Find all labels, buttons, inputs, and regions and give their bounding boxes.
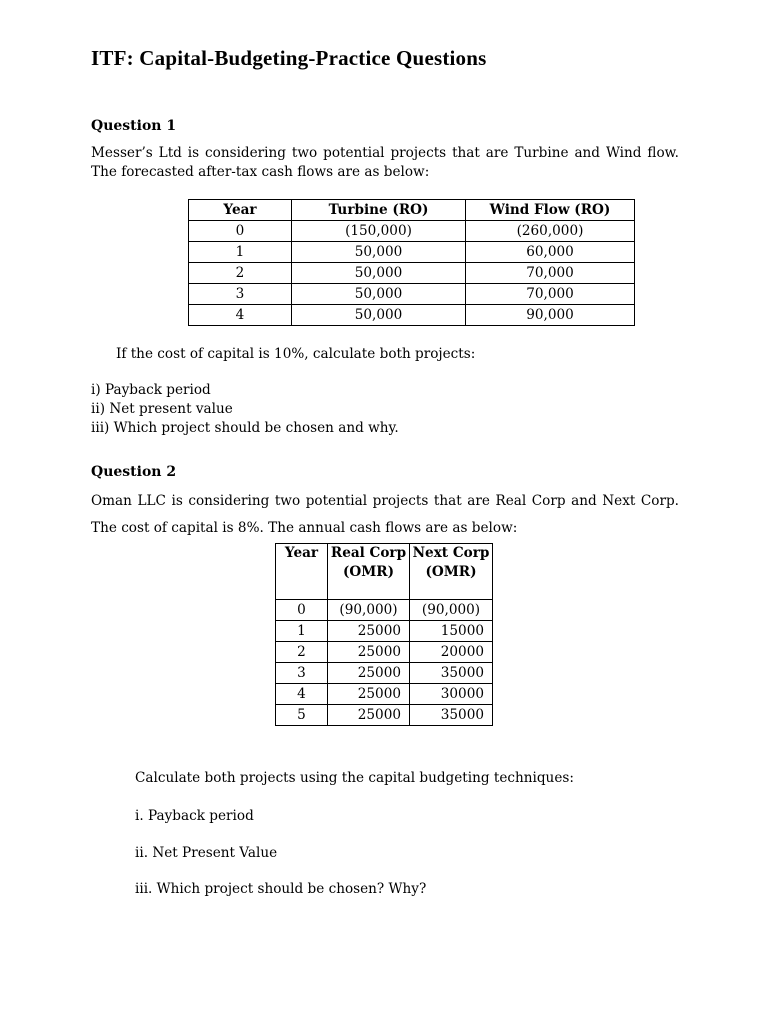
table-cell-year: 3 <box>189 284 292 305</box>
question-2-prompt: Calculate both projects using the capital budgeting techniques: <box>135 770 574 786</box>
table-cell-next-corp: (90,000) <box>410 600 493 621</box>
table-cell-year: 0 <box>189 221 292 242</box>
table-header-row <box>276 544 493 600</box>
question-1-task-npv: ii) Net present value <box>91 401 233 417</box>
question-2-cash-flow-table <box>275 543 493 726</box>
question-1-task-choice: iii) Which project should be chosen and why. <box>91 420 399 436</box>
table-cell-wind-flow: (260,000) <box>466 221 635 242</box>
table-row <box>276 684 493 705</box>
table-cell-wind-flow: 90,000 <box>466 305 635 326</box>
question-2-task-npv: ii. Net Present Value <box>135 845 278 861</box>
table-cell-real-corp: 25000 <box>328 663 410 684</box>
table-cell-real-corp: 25000 <box>328 642 410 663</box>
column-header-turbine: Turbine (RO) <box>292 200 466 221</box>
table-cell-year: 0 <box>276 600 328 621</box>
table-cell-real-corp: 25000 <box>328 684 410 705</box>
table-cell-real-corp: 25000 <box>328 621 410 642</box>
table-cell-turbine: (150,000) <box>292 221 466 242</box>
table-cell-real-corp: 25000 <box>328 705 410 726</box>
question-2-task-choice: iii. Which project should be chosen? Why? <box>135 881 427 897</box>
table-cell-wind-flow: 70,000 <box>466 284 635 305</box>
column-header-year: Year <box>189 200 292 221</box>
table-row <box>276 600 493 621</box>
table-cell-next-corp: 30000 <box>410 684 493 705</box>
table-row <box>276 663 493 684</box>
question-2-task-payback: i. Payback period <box>135 808 254 824</box>
table-cell-year: 3 <box>276 663 328 684</box>
table-row <box>276 642 493 663</box>
table-row <box>189 263 635 284</box>
table-cell-next-corp: 35000 <box>410 705 493 726</box>
table-row <box>189 284 635 305</box>
question-2-heading: Question 2 <box>91 464 177 480</box>
table-cell-next-corp: 15000 <box>410 621 493 642</box>
table-cell-year: 5 <box>276 705 328 726</box>
question-1-cash-flow-table <box>188 199 635 326</box>
table-cell-year: 4 <box>276 684 328 705</box>
table-row <box>276 621 493 642</box>
table-cell-year: 1 <box>276 621 328 642</box>
table-cell-year: 4 <box>189 305 292 326</box>
question-1-prompt: If the cost of capital is 10%, calculate both projects: <box>116 346 476 362</box>
column-header-next-corp: Next Corp (OMR) <box>410 544 493 600</box>
document-title: ITF: Capital-Budgeting-Practice Questions <box>91 46 487 70</box>
table-row <box>189 221 635 242</box>
table-cell-year: 2 <box>189 263 292 284</box>
table-row <box>189 242 635 263</box>
column-header-year: Year <box>276 544 328 600</box>
table-cell-year: 1 <box>189 242 292 263</box>
table-cell-next-corp: 35000 <box>410 663 493 684</box>
question-1-heading: Question 1 <box>91 118 177 134</box>
table-cell-turbine: 50,000 <box>292 284 466 305</box>
table-header-row <box>189 200 635 221</box>
question-1-task-payback: i) Payback period <box>91 382 211 398</box>
table-cell-wind-flow: 60,000 <box>466 242 635 263</box>
table-cell-wind-flow: 70,000 <box>466 263 635 284</box>
table-cell-real-corp: (90,000) <box>328 600 410 621</box>
table-cell-year: 2 <box>276 642 328 663</box>
question-1-intro: Messer’s Ltd is considering two potential projects that are Turbine and Wind flow. The forecasted after-tax cash flows are as below: <box>91 145 679 180</box>
table-cell-turbine: 50,000 <box>292 263 466 284</box>
table-row <box>189 305 635 326</box>
column-header-wind-flow: Wind Flow (RO) <box>466 200 635 221</box>
table-cell-turbine: 50,000 <box>292 242 466 263</box>
question-2-intro: Oman LLC is considering two potential projects that are Real Corp and Next Corp. The cost of capital is 8%. The annual cash flows are as below: <box>91 493 679 536</box>
column-header-real-corp: Real Corp (OMR) <box>328 544 410 600</box>
table-cell-turbine: 50,000 <box>292 305 466 326</box>
table-row <box>276 705 493 726</box>
table-cell-next-corp: 20000 <box>410 642 493 663</box>
